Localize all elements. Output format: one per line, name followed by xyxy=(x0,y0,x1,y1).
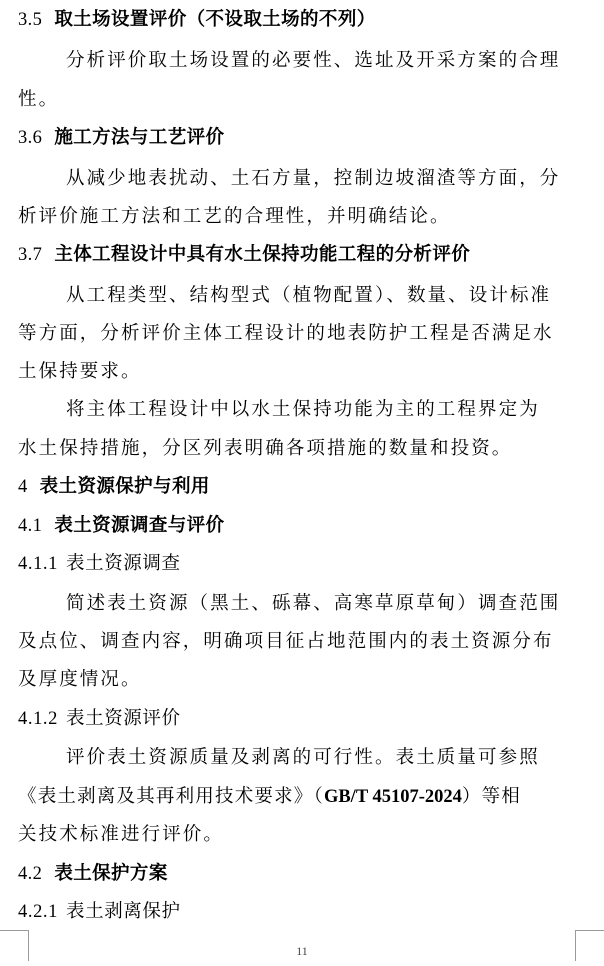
paragraph-line: 评价表土资源质量及剥离的可行性。表土质量可参照 xyxy=(66,747,540,768)
paragraph-line: 土保持要求。 xyxy=(18,361,142,382)
paragraph-line xyxy=(18,785,584,809)
heading-number: 3.5 xyxy=(18,10,43,30)
heading-number: 4.1 xyxy=(18,516,43,536)
paragraph-line: 及厚度情况。 xyxy=(18,669,142,690)
heading-title: 施工方法与工艺评价 xyxy=(54,127,225,148)
heading-title: 表土资源调查与评价 xyxy=(54,515,225,536)
paragraph-line: 从减少地表扰动、土石方量，控制边坡溜渣等方面，分 xyxy=(66,168,561,189)
heading-number: 4.2.1 xyxy=(18,902,58,922)
heading-title: 表土资源调查 xyxy=(66,553,181,574)
paragraph-line: 性。 xyxy=(18,89,60,110)
paragraph-line: 分析评价取土场设置的必要性、选址及开采方案的合理 xyxy=(66,50,561,71)
heading-number: 4.1.2 xyxy=(18,709,58,729)
heading-title: 表土保护方案 xyxy=(54,863,168,884)
heading-4-1 xyxy=(18,514,584,538)
heading-title: 表土资源保护与利用 xyxy=(39,476,210,497)
paragraph-line: 将主体工程设计中以水土保持功能为主的工程界定为 xyxy=(66,399,540,420)
heading-number: 3.7 xyxy=(18,245,43,265)
heading-3-6 xyxy=(18,126,584,150)
heading-title: 表土剥离保护 xyxy=(66,901,181,922)
heading-title: 取土场设置评价（不设取土场的不列） xyxy=(54,9,376,30)
heading-title: 表土资源评价 xyxy=(66,708,181,729)
paragraph-line: 关技术标准进行评价。 xyxy=(18,824,225,845)
paragraph-line: 析评价施工方法和工艺的合理性，并明确结论。 xyxy=(18,206,451,227)
heading-number: 4.2 xyxy=(18,864,43,884)
paragraph-line: 及点位、调查内容，明确项目征占地范围内的表土资源分布 xyxy=(18,631,554,652)
heading-4-2-1 xyxy=(18,900,584,924)
heading-number: 4.1.1 xyxy=(18,554,58,574)
paragraph-text: ）等相 xyxy=(461,786,521,807)
paragraph-line: 等方面，分析评价主体工程设计的地表防护工程是否满足水 xyxy=(18,323,554,344)
paragraph-text: 《表土剥离及其再利用技术要求》（ xyxy=(18,786,324,807)
heading-title: 主体工程设计中具有水土保持功能工程的分析评价 xyxy=(54,244,471,265)
heading-4-2 xyxy=(18,862,584,886)
paragraph-line: 水土保持措施，分区列表明确各项措施的数量和投资。 xyxy=(18,438,513,459)
heading-number: 3.6 xyxy=(18,128,43,148)
paragraph-line: 从工程类型、结构型式（植物配置）、数量、设计标准 xyxy=(66,285,552,306)
heading-4-1-2 xyxy=(18,707,584,731)
heading-3-5 xyxy=(18,8,584,32)
heading-3-7 xyxy=(18,243,584,267)
heading-4 xyxy=(18,475,584,499)
standard-code: GB/T 45107-2024 xyxy=(323,787,462,807)
heading-number: 4 xyxy=(18,477,28,497)
heading-4-1-1 xyxy=(18,552,584,576)
page-number: 11 xyxy=(296,944,308,958)
paragraph-line: 简述表土资源（黑土、砾幕、高寒草原草甸）调查范围 xyxy=(66,593,561,614)
